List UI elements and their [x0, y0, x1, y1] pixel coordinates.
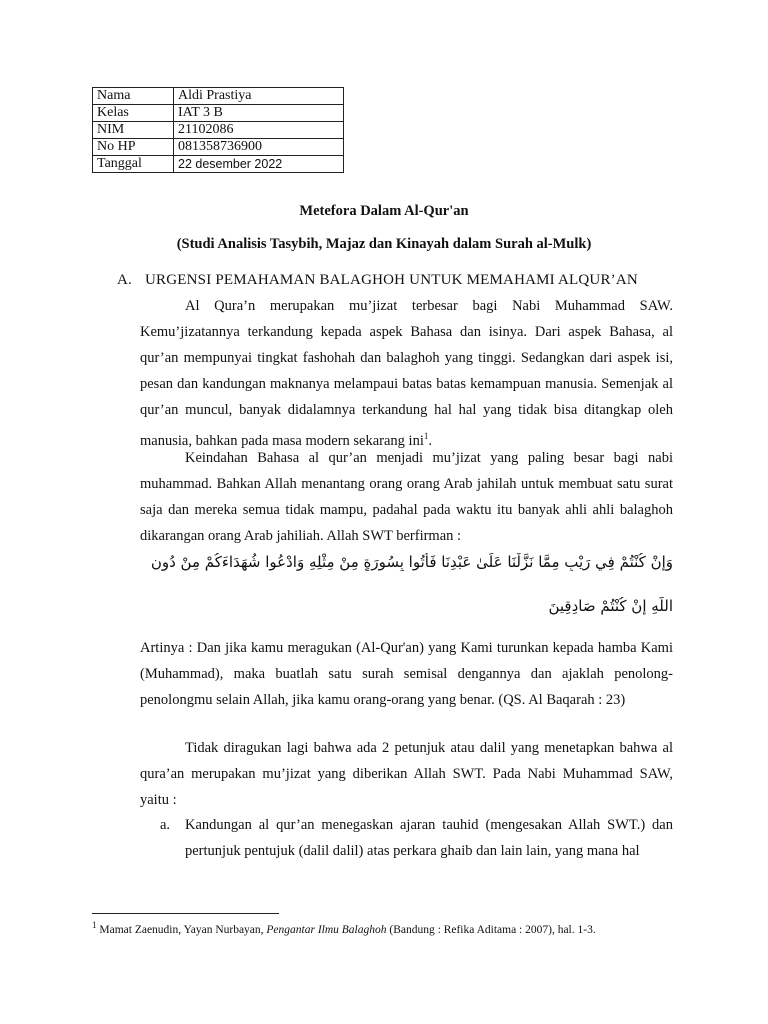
- footnote-reference: 1: [423, 431, 429, 441]
- info-value: 081358736900: [174, 139, 344, 156]
- student-info-table: [92, 87, 344, 173]
- info-label: Tanggal: [93, 156, 174, 173]
- table-row: [93, 156, 344, 173]
- table-row: [93, 139, 344, 156]
- quran-verse-line-2: اللَّهِ إِنْ كُنْتُمْ صَادِقِينَ: [548, 597, 673, 615]
- list-marker: a.: [160, 817, 171, 833]
- info-label: Nama: [93, 88, 174, 105]
- footnote-publisher: (Bandung : Refika Aditama : 2007), hal. 1-3.: [386, 923, 596, 936]
- info-value: 21102086: [174, 122, 344, 139]
- table-row: [93, 88, 344, 105]
- info-label: NIM: [93, 122, 174, 139]
- table-row: [93, 105, 344, 122]
- table-row: [93, 122, 344, 139]
- quran-verse-line-1: وَإِنْ كُنْتُمْ فِي رَيْبٍ مِمَّا نَزَّلْنَا عَلَىٰ عَبْدِنَا فَأْتُوا بِسُورَةٍ مِنْ مِثْلِهِ وَادْعُوا شُهَدَاءَكُمْ مِنْ دُونِ: [150, 553, 673, 571]
- list-item-text: Kandungan al qur’an menegaskan ajaran tauhid (mengesakan Allah SWT.) dan pertunjuk pentujuk (dalil dalil) atas perkara ghaib dan lain lain, yang mana hal: [185, 817, 673, 859]
- paragraph-end: .: [428, 432, 432, 449]
- translation-text: Artinya : Dan jika kamu meragukan (Al-Qur'an) yang Kami turunkan kepada hamba Kami (Muhammad), maka buatlah satu surah semisal dengannya dan ajaklah penolong-penolongmu selain Allah, jika kamu orang-orang yang benar. (QS. Al Baqarah : 23): [140, 640, 673, 708]
- paragraph: [140, 445, 673, 549]
- list-item: [160, 812, 673, 864]
- paragraph-text: Al Qura’n merupakan mu’jizat terbesar bagi Nabi Muhammad SAW. Kemu’jizatannya terkandung kepada aspek Bahasa dan isinya. Dari aspek Bahasa, al qur’an mempunyai tingkat fashohah dan balaghoh yang tinggi. Sedangkan dari aspek isi, pesan dan kandungan maknanya melampaui batas batas kemampuan manusia. Semenjak al qur’an muncul, banyak didalamnya terkandung hal hal yang tidak bisa ditangkap oleh manusia, bahkan pada masa modern sekarang ini: [140, 298, 673, 449]
- info-value: IAT 3 B: [174, 105, 344, 122]
- footnote-book-title: Pengantar Ilmu Balaghoh: [266, 923, 387, 936]
- document-title: Metefora Dalam Al-Qur'an: [299, 203, 469, 219]
- paragraph: [140, 293, 673, 454]
- section-title: URGENSI PEMAHAMAN BALAGHOH UNTUK MEMAHAMI ALQUR’AN: [145, 272, 638, 288]
- footnote-number: 1: [92, 920, 97, 930]
- paragraph-text: Keindahan Bahasa al qur’an menjadi mu’jizat yang paling besar bagi nabi muhammad. Bahkan Allah menantang orang orang Arab jahilah untuk membuat satu surat saja dan mereka semua tidak mampu, padahal pada waktu itu banyak ahli ahli balaghoh dikarangan orang Arab jahiliah. Allah SWT berfirman :: [140, 450, 673, 544]
- info-value: Aldi Prastiya: [174, 88, 344, 105]
- section-heading: [117, 272, 638, 289]
- paragraph: [140, 735, 673, 813]
- footnote-authors: Mamat Zaenudin, Yayan Nurbayan,: [96, 923, 267, 936]
- info-label: No HP: [93, 139, 174, 156]
- info-label: Kelas: [93, 105, 174, 122]
- footnote: [92, 920, 596, 936]
- section-letter: A.: [117, 272, 132, 288]
- document-subtitle: (Studi Analisis Tasybih, Majaz dan Kinayah dalam Surah al-Mulk): [176, 236, 592, 252]
- info-value: 22 desember 2022: [174, 156, 344, 173]
- footnote-divider: [92, 913, 279, 914]
- translation: [140, 635, 673, 713]
- paragraph-text: Tidak diragukan lagi bahwa ada 2 petunjuk atau dalil yang menetapkan bahwa al qura’an merupakan mu’jizat yang diberikan Allah SWT. Pada Nabi Muhammad SAW, yaitu :: [140, 740, 673, 808]
